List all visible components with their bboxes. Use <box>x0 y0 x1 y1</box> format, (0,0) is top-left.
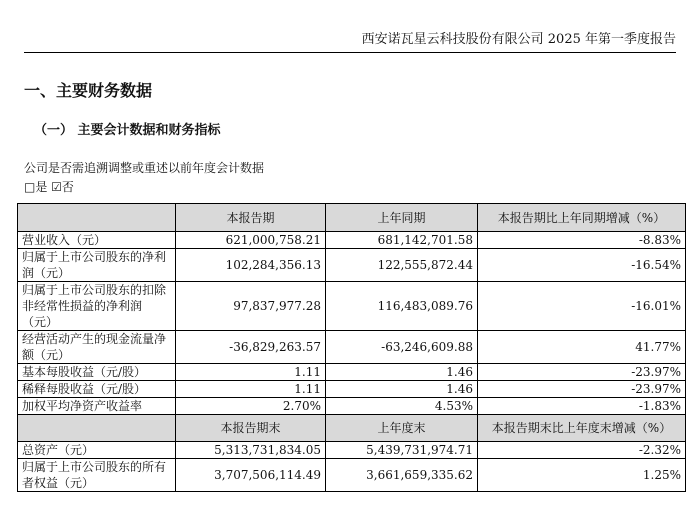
cell-value: 5,313,731,834.05 <box>176 442 326 459</box>
table-row <box>18 331 686 364</box>
cell-value: 1.46 <box>326 381 478 398</box>
cell-value: 122,555,872.44 <box>326 249 478 282</box>
cell-value: -63,246,609.88 <box>326 331 478 364</box>
table-row <box>18 459 686 492</box>
header-cell <box>18 204 176 232</box>
cell-value: -23.97% <box>478 364 686 381</box>
header-cell: 本报告期 <box>176 204 326 232</box>
header-cell: 本报告期比上年同期增减（%） <box>478 204 686 232</box>
cell-value: 5,439,731,974.71 <box>326 442 478 459</box>
cell-value: 621,000,758.21 <box>176 232 326 249</box>
table-header-row <box>18 204 686 232</box>
header-cell: 本报告期末比上年度末增减（%） <box>478 415 686 442</box>
cell-value: 4.53% <box>326 398 478 415</box>
row-label: 总资产（元） <box>18 442 176 459</box>
cell-value: -1.83% <box>478 398 686 415</box>
cell-value: -16.54% <box>478 249 686 282</box>
table-row <box>18 442 686 459</box>
table-header-row <box>18 415 686 442</box>
table-row <box>18 249 686 282</box>
row-label: 经营活动产生的现金流量净额（元） <box>18 331 176 364</box>
cell-value: 1.11 <box>176 364 326 381</box>
table-row <box>18 364 686 381</box>
cell-value: 116,483,089.76 <box>326 282 478 331</box>
header-cell <box>18 415 176 442</box>
cell-value: -36,829,263.57 <box>176 331 326 364</box>
table-row <box>18 398 686 415</box>
row-label: 加权平均净资产收益率 <box>18 398 176 415</box>
report-header: 西安诺瓦星云科技股份有限公司 2025 年第一季度报告 <box>361 32 676 47</box>
cell-value: 3,661,659,335.62 <box>326 459 478 492</box>
row-label: 归属于上市公司股东的扣除非经常性损益的净利润（元） <box>18 282 176 331</box>
cell-value: -8.83% <box>478 232 686 249</box>
table-row <box>18 232 686 249</box>
financial-data-table <box>17 203 686 492</box>
restatement-choice: □是 ☑否 <box>24 180 74 194</box>
section-title: 一、主要财务数据 <box>24 81 153 100</box>
row-label: 基本每股收益（元/股） <box>18 364 176 381</box>
header-cell: 本报告期末 <box>176 415 326 442</box>
table-row <box>18 282 686 331</box>
section-subtitle: （一） 主要会计数据和财务指标 <box>34 123 221 138</box>
cell-value: -2.32% <box>478 442 686 459</box>
header-cell: 上年同期 <box>326 204 478 232</box>
row-label: 归属于上市公司股东的所有者权益（元） <box>18 459 176 492</box>
cell-value: -16.01% <box>478 282 686 331</box>
cell-value: 1.11 <box>176 381 326 398</box>
cell-value: 1.25% <box>478 459 686 492</box>
cell-value: 3,707,506,114.49 <box>176 459 326 492</box>
row-label: 营业收入（元） <box>18 232 176 249</box>
cell-value: 2.70% <box>176 398 326 415</box>
header-cell: 上年度末 <box>326 415 478 442</box>
cell-value: 41.77% <box>478 331 686 364</box>
restatement-question: 公司是否需追溯调整或重述以前年度会计数据 <box>24 161 265 175</box>
row-label: 稀释每股收益（元/股） <box>18 381 176 398</box>
cell-value: 1.46 <box>326 364 478 381</box>
table-row <box>18 381 686 398</box>
row-label: 归属于上市公司股东的净利润（元） <box>18 249 176 282</box>
cell-value: 102,284,356.13 <box>176 249 326 282</box>
cell-value: 97,837,977.28 <box>176 282 326 331</box>
cell-value: 681,142,701.58 <box>326 232 478 249</box>
header-divider <box>24 52 676 53</box>
cell-value: -23.97% <box>478 381 686 398</box>
